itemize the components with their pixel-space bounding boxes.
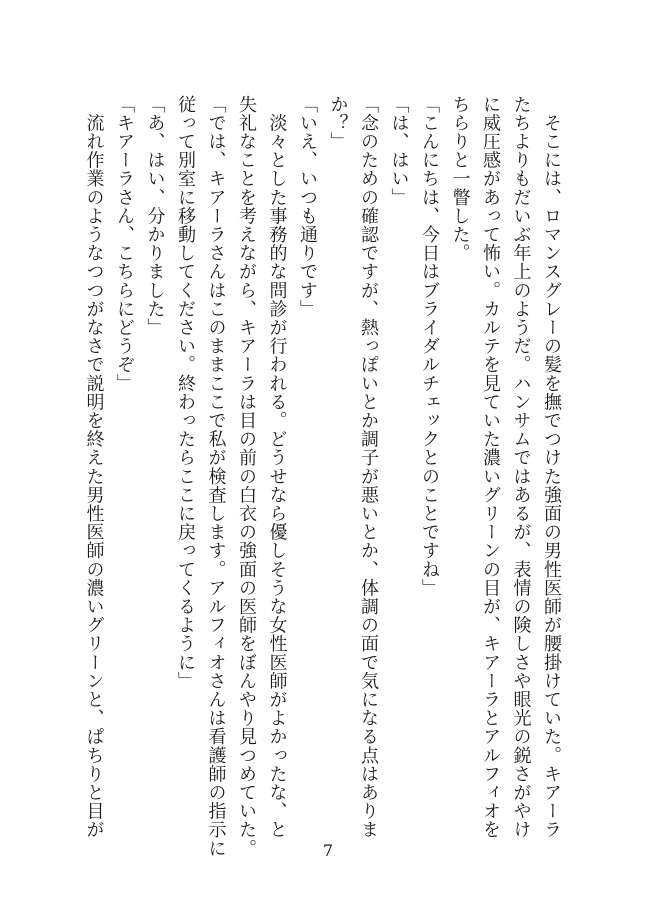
text-line: ちらりと一瞥した。 (449, 95, 471, 263)
text-line: 「念のための確認ですが、熱っぽいとか調子が悪いとか、体調の面で気になる点はありま (358, 95, 379, 839)
body-text (78, 95, 566, 858)
text-line: 失礼なことを考えながら、キアーラは目の前の白衣の強面の医師をぼんやり見つめていた。 (236, 95, 257, 858)
text-line: 「いえ、いつも通りです」 (297, 95, 318, 319)
text-line: 淡々とした事務的な問診が行われる。どうせなら優しそうな女性医師がよかったな、と (266, 95, 288, 839)
page-number: 7 (322, 841, 334, 860)
text-line: 「こんにちは、今日はブライダルチェックとのことですね」 (419, 95, 440, 598)
text-line: か？」 (327, 95, 349, 151)
text-line: そこには、ロマンスグレーの髪を撫でつけた強面の男性医師が腰掛けていた。キアーラ (541, 95, 562, 839)
text-line: 流れ作業のようなつつがなさで説明を終えた男性医師の濃いグリーンと、ぱちりと目が (83, 95, 105, 839)
text-line: 「あ、はい、分かりました」 (144, 95, 166, 337)
text-line: 「は、はい」 (388, 95, 410, 207)
text-line: 従って別室に移動してください。終わったらここに戻ってくるように」 (175, 95, 196, 691)
text-line: に威圧感があって怖い。カルテを見ていた濃いグリーンの目が、キアーラとアルフィオを (480, 95, 501, 839)
text-line: 「キアーラさん、こちらにどうぞ」 (114, 95, 135, 393)
text-line: 「では、キアーラさんはこのままここで私が検査します。アルフィオさんは看護師の指示に (205, 95, 227, 858)
text-line: たちよりもだいぶ年上のようだ。ハンサムではあるが、表情の険しさや眼光の鋭さがやけ (510, 95, 532, 839)
